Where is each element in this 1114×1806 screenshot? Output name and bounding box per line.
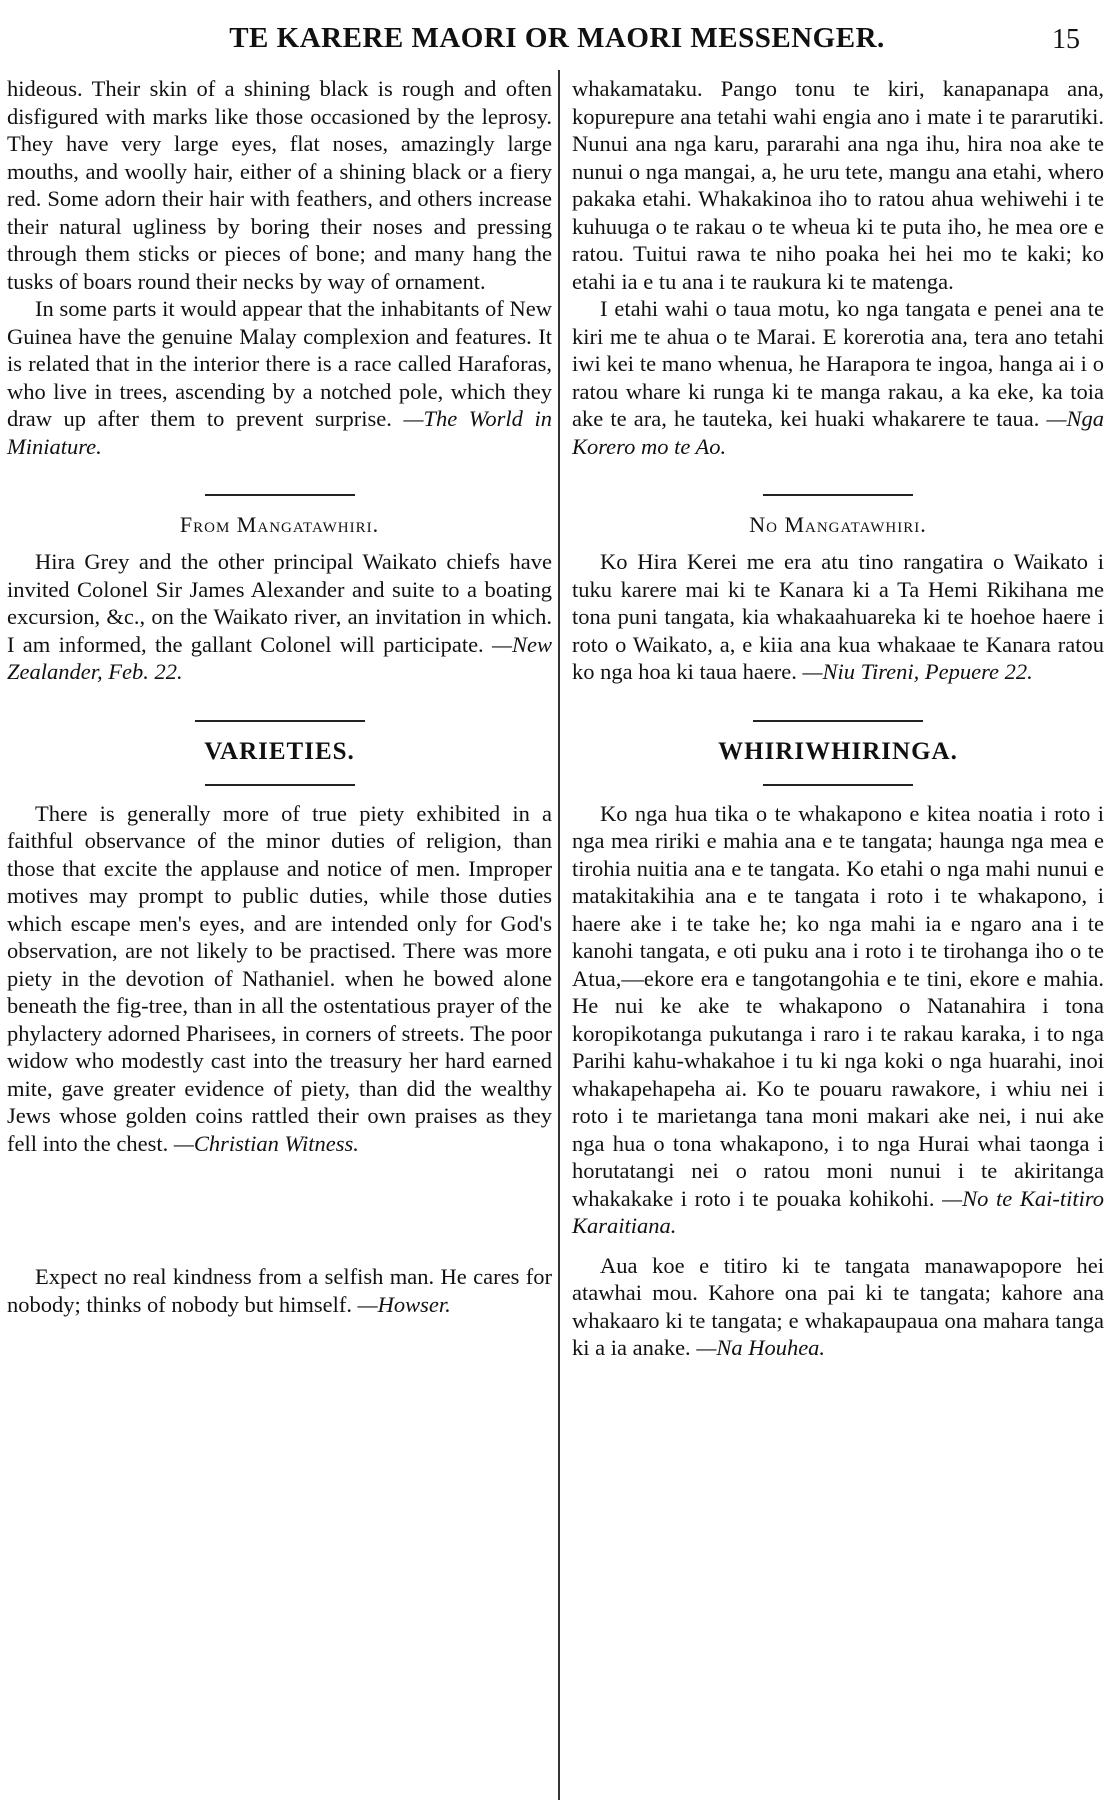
article-paragraph [7, 548, 552, 686]
paragraph-text: Aua koe e titiro ki te tangata manawapopore hei atawhai mou. Kahore ona pai ki te tangata; kahore ana whakaaro ki te tangata; e whakapaupaua ona mahara tanga ki a ia anake. [572, 1252, 1104, 1360]
paragraph-text: In some parts it would appear that the inhabitants of New Guinea have the genuine Malay complexion and features. It is related that in the interior there is a race called Haraforas, who live in trees, ascending by a notched pole, which they draw up after them to prevent surprise. [7, 296, 552, 431]
page-number: 15 [1052, 24, 1080, 55]
source-citation: —Christian Witness. [173, 1130, 359, 1156]
article-paragraph [572, 548, 1104, 686]
article-paragraph [7, 800, 552, 1158]
paragraph-text: I etahi wahi o taua motu, ko nga tangata e penei ana te kiri me te ahua o te Marai. E korerotia ana, tera ano tetahi iwi kei te mano whenua, he Harapora te ingoa, hanga ai i o ratou whare ki runga ki te manga rakau, a ka eke, ka toia ake te ara, he tauteka, kei huaki whakarere te taua. [572, 296, 1104, 431]
source-citation: —No te Kai-titiro Karaitiana. [572, 1185, 1105, 1238]
source-citation: —New Zealander, Feb. 22. [7, 631, 552, 684]
paragraph-text: There is generally more of true piety exhibited in a faithful observance of the minor duties of religion, than those that excite the applause and notice of men. Improper motives may prompt to public duties, while those duties which escape men's eyes, and are intended only for God's observation, are not likely to be practised. There was more piety in the devotion of Nathaniel. when he bowed alone beneath the fig-tree, than in all the ostentatious prayer of the phylactery adorned Pharisees, in corners of streets. The poor widow who modestly cast into the treasury her hard earned mite, gave greater evidence of piety, than did the wealthy Jews whose golden coins rattled their own praises as they fell into the chest. [7, 800, 552, 1156]
source-citation: —Na Houhea. [696, 1335, 826, 1360]
section-rule [763, 784, 913, 786]
paragraph-text: Ko nga hua tika o te whakapono e kitea noatia i roto i nga mea ririki e mahia ana e te tangata; haunga nga mea e tirohia nuitia ana e te tangata. Ko etahi o nga mahi nunui e matakitakihia ana e te tangata i roto i te whakapono, i haere ake i te take he; ko nga mahi ia e ngaro ana i te kanohi tangata, e oti puku ana i roto i te tirohanga iho o te Atua,—ekore era e tangotangohia e te tini, ekore e mahia. He nui ke ake te whakapono o Natanahira i tona koropikotanga pukutanga i raro i te rakau karaka, i to nga Parihi kahu-whakahoe i tu ki nga koki o nga huarahi, inoi whakapehapeha ai. Ko te pouaru rawakore, i whiu nei i roto i te marietanga tana moni makari ake nei, i nui ake nga hua o tona whakapono, i to nga Hurai whai taonga i horutatangi nei o ratou moni nunui i te akiritanga whakakake i roto i te pouaka kohikohi. [572, 800, 1104, 1211]
source-citation: —Nga Korero mo te Ao. [572, 406, 1105, 459]
paragraph-text: Hira Grey and the other principal Waikato chiefs have invited Colonel Sir James Alexander and suite to a boating excursion, &c., on the Waikato river, an invitation in which. I am informed, the gallant Colonel will participate. [7, 549, 552, 657]
paragraph-text: Ko Hira Kerei me era atu tino rangatira o Waikato i tuku karere mai ki te Kanara ki a Ta Hemi Rikihana me tona puni tangata, kia whakaahuareka ki te hoehoe haere i roto o Waikato, a, e kiia ana kua whakaae te Kanara ratou ko nga hoa ki taua haere. [572, 549, 1104, 684]
paragraph-text: hideous. Their skin of a shining black is rough and often disfigured with marks like those occasioned by the leprosy. They have very large eyes, flat noses, amazingly large mouths, and woolly hair, either of a shining black or a fiery red. Some adorn their hair with feathers, and others increase their natural ugliness by boring their noses and pressing through them sticks or pieces of bone; and many hang the tusks of boars round their necks by way of ornament. [7, 76, 552, 294]
section-rule [195, 720, 365, 722]
article-paragraph [7, 1263, 552, 1318]
section-rule [205, 784, 355, 786]
section-title-no-mangatawhiri: No Mangatawhiri. [749, 512, 927, 537]
paragraph-text: Expect no real kindness from a selfish man. He cares for nobody; thinks of nobody but himself. [7, 1264, 552, 1317]
source-citation: —Niu Tireni, Pepuere 22. [802, 659, 1033, 684]
section-title-whiriwhiringa: WHIRIWHIRINGA. [718, 737, 958, 765]
english-column [7, 75, 552, 1318]
article-paragraph [7, 75, 552, 295]
article-paragraph [572, 295, 1104, 460]
column-divider [558, 70, 560, 1800]
article-paragraph [572, 800, 1104, 1240]
section-title-varieties: VARIETIES. [204, 737, 355, 765]
paragraph-text: whakamataku. Pango tonu te kiri, kanapanapa ana, kopurepure ana tetahi wahi engia ano i mate i te pararutiki. Nunui ana nga karu, pararahi ana nga ihu, hira noa ake te nunui o nga mangai, a, he uru tete, mangu ana etahi, whero pakaka etahi. Whakakinoa iho to ratou ahua wehiwehi i te kuhuuga o te rakau o te wheua ki te puta iho, he mea ore e ratou. Tuitui rawa te niho poaka hei hei mo te kaki; ko etahi ia e tu ana i te raukura ki te matenga. [572, 76, 1104, 294]
section-rule [763, 494, 913, 496]
page-header [0, 22, 1114, 62]
section-rule [753, 720, 923, 722]
masthead-title: TE KARERE MAORI OR MAORI MESSENGER. [229, 22, 885, 54]
source-citation: —Howser. [357, 1291, 451, 1317]
article-paragraph [572, 1252, 1104, 1362]
article-paragraph [572, 75, 1104, 295]
section-title-mangatawhiri: From Mangatawhiri. [179, 512, 380, 537]
source-citation: —The World in Miniature. [7, 406, 552, 459]
section-rule [205, 494, 355, 496]
article-paragraph [7, 295, 552, 460]
maori-column [572, 75, 1104, 1362]
